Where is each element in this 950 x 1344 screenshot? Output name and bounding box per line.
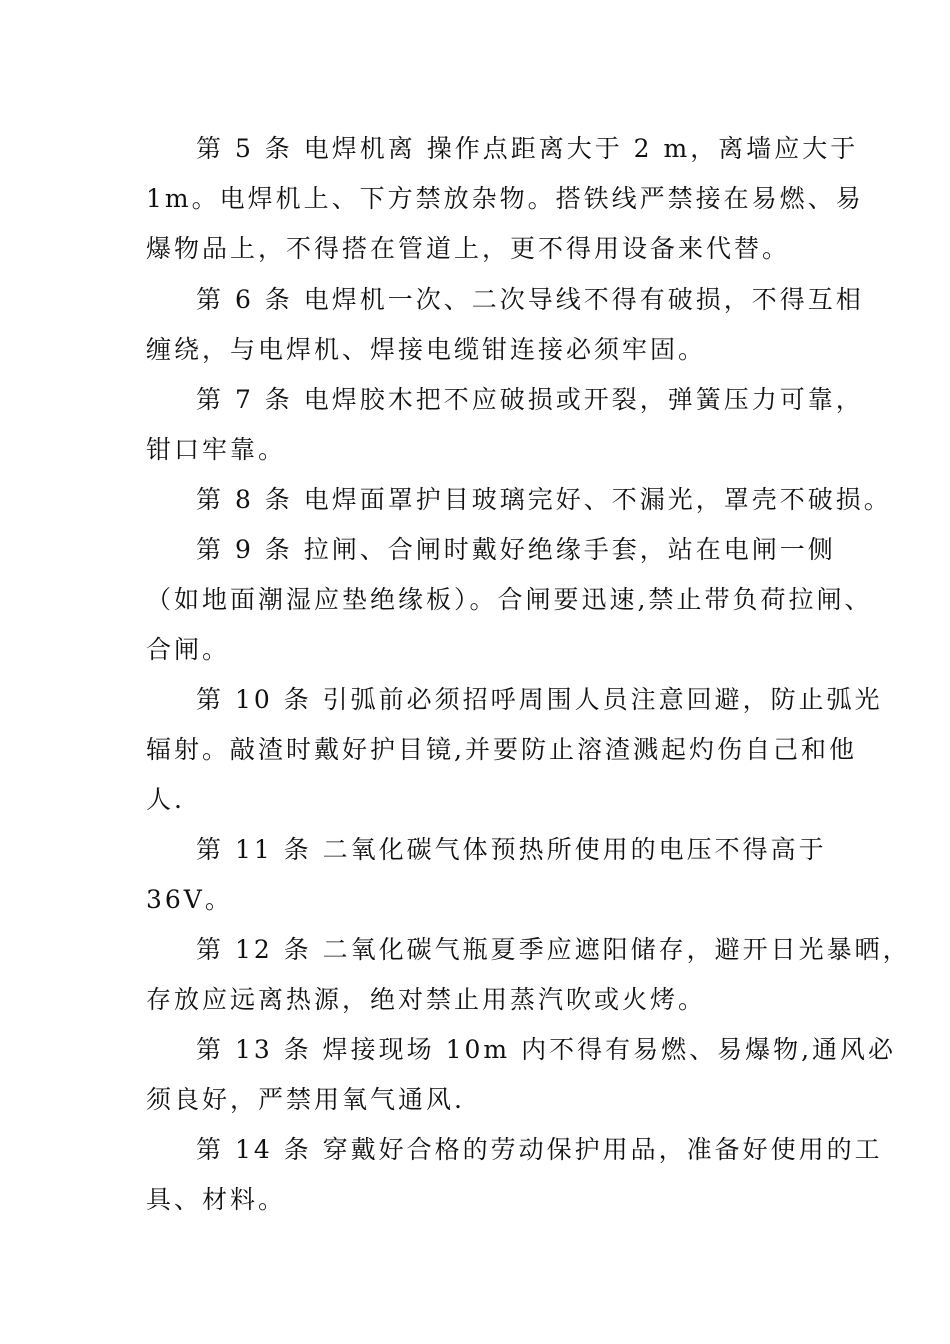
clause-12-line-2: 存放应远离热源，绝对禁止用蒸汽吹或火烤。 [146,985,707,1014]
clause-10-line-2: 辐射。敲渣时戴好护目镜,并要防止溶渣溅起灼伤自己和他 [146,735,857,764]
clause-5-line-3: 爆物品上，不得搭在管道上，更不得用设备来代替。 [146,234,791,263]
clause-14-line-1: 第 14 条 穿戴好合格的劳动保护用品，准备好使用的工 [196,1135,883,1164]
clause-6-line-1: 第 6 条 电焊机一次、二次导线不得有破损，不得互相 [196,285,864,314]
clause-9-line-2: （如地面潮湿应垫绝缘板）。合闸要迅速,禁止带负荷拉闸、 [146,585,873,614]
clause-9-line-3: 合闸。 [146,635,231,664]
clause-12-line-1: 第 12 条 二氧化碳气瓶夏季应遮阳储存，避开日光暴晒， [196,935,911,964]
clause-7-line-2: 钳口牢靠。 [146,435,287,464]
clause-8-line-1: 第 8 条 电焊面罩护目玻璃完好、不漏光，罩壳不破损。 [196,485,892,514]
clause-5-line-2: 1m。电焊机上、下方禁放杂物。搭铁线严禁接在易燃、易 [146,184,864,213]
clause-14-line-2: 具、材料。 [146,1185,287,1214]
clause-7-line-1: 第 7 条 电焊胶木把不应破损或开裂，弹簧压力可靠， [196,385,864,414]
clause-6-line-2: 缠绕，与电焊机、焊接电缆钳连接必须牢固。 [146,335,707,364]
clause-9-line-1: 第 9 条 拉闸、合闸时戴好绝缘手套，站在电闸一侧 [196,535,836,564]
clause-10-line-1: 第 10 条 引弧前必须招呼周围人员注意回避，防止弧光 [196,685,883,714]
clause-5-line-1: 第 5 条 电焊机离 操作点距离大于 2 m，离墙应大于 [196,134,859,163]
clause-10-line-3: 人. [146,785,185,814]
clause-13-line-2: 须良好，严禁用氧气通风. [146,1085,465,1114]
clause-11-line-2: 36V。 [146,885,233,914]
clause-13-line-1: 第 13 条 焊接现场 10m 内不得有易燃、易爆物,通风必 [196,1035,897,1064]
clause-11-line-1: 第 11 条 二氧化碳气体预热所使用的电压不得高于 [196,835,827,864]
